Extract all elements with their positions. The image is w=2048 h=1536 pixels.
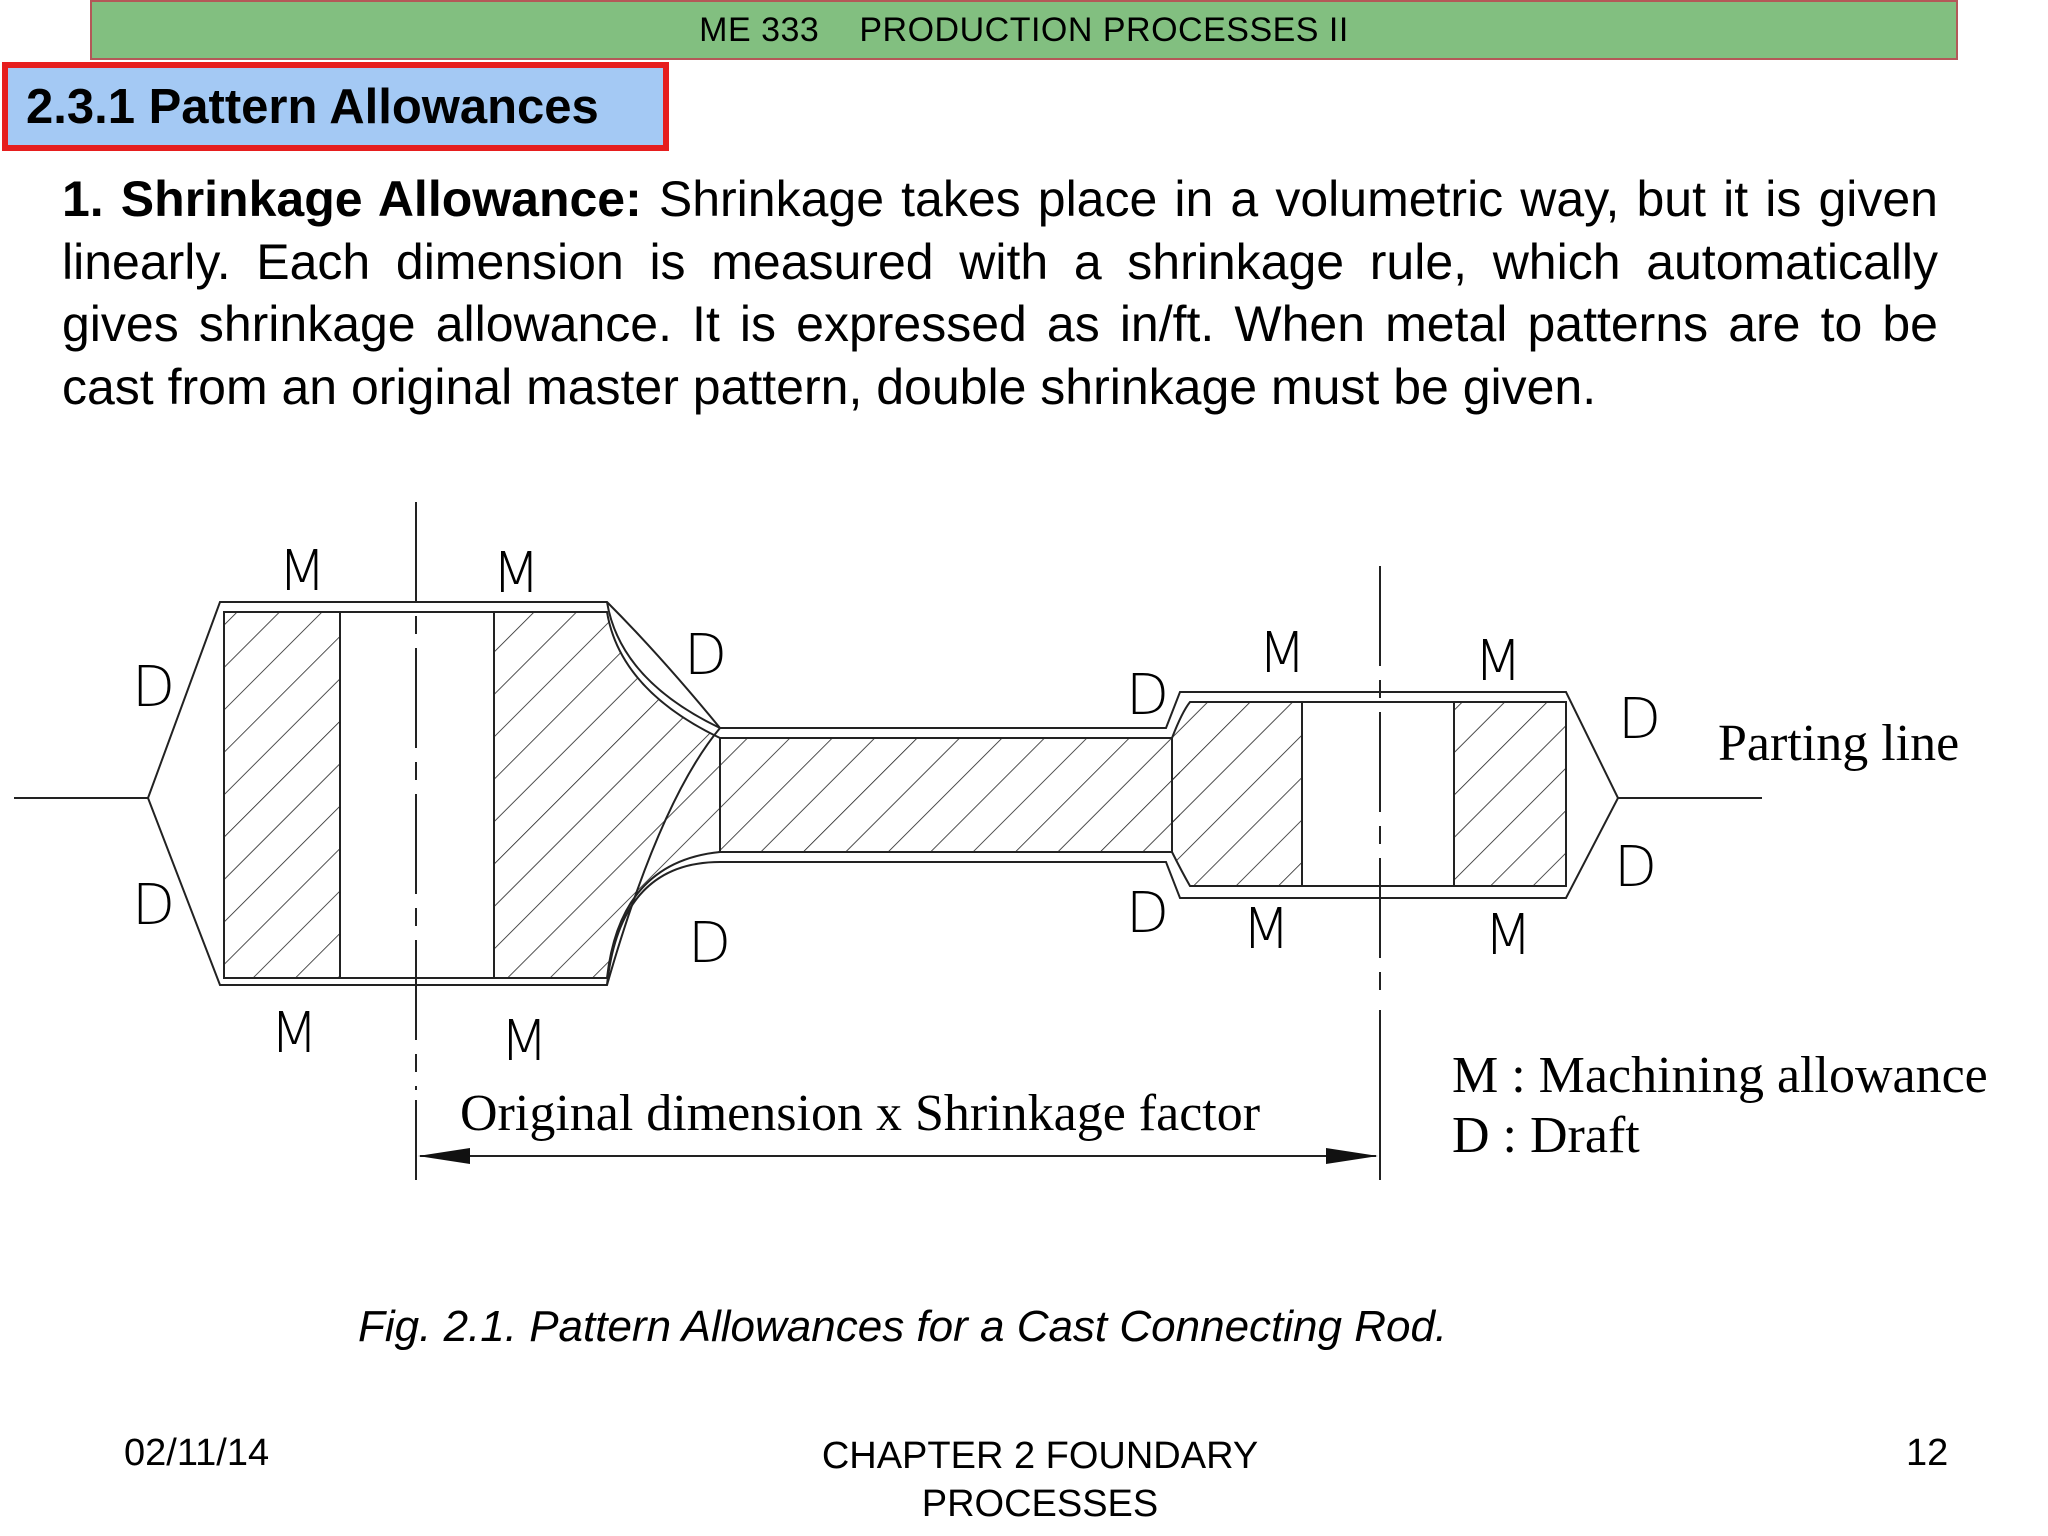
dimension-label: Original dimension x Shrinkage factor <box>460 1085 1261 1142</box>
label-m: M <box>278 539 327 604</box>
label-m: M <box>1474 629 1523 694</box>
label-m: M <box>1484 903 1533 968</box>
right-boss-section-b <box>1454 702 1566 886</box>
parting-line-label: Parting line <box>1718 715 1960 772</box>
label-d: D <box>132 655 176 720</box>
label-d: D <box>1126 881 1170 946</box>
label-d: D <box>688 911 732 976</box>
legend-d: D : Draft <box>1452 1107 1640 1164</box>
course-code: ME 333 <box>699 10 820 49</box>
label-m: M <box>270 1001 319 1066</box>
label-d: D <box>132 873 176 938</box>
course-title: PRODUCTION PROCESSES II <box>859 10 1349 49</box>
footer-date: 02/11/14 <box>124 1432 270 1474</box>
body-text: Shrinkage takes place in a volumetric way, but it is given linearly. Each dimension is measured with a shrinkage rule, which automatically gives shrinkage allowance. It is expressed as in/ft. When metal patterns are to be cast from an original master pattern, double shrinkage must be given. <box>62 171 1938 415</box>
footer-chapter: CHAPTER 2 FOUNDARY PROCESSES <box>821 1435 1259 1525</box>
footer-page-number: 12 <box>1906 1432 1949 1474</box>
right-boss-section-a <box>1172 702 1302 886</box>
label-d: D <box>1614 835 1658 900</box>
label-m: M <box>1242 897 1291 962</box>
body-lead: 1. Shrinkage Allowance: <box>62 171 642 227</box>
label-d: D <box>684 623 728 688</box>
rod-shank <box>720 738 1180 852</box>
label-m: M <box>1258 621 1307 686</box>
right-boss-bore <box>1302 702 1454 886</box>
label-m: M <box>500 1009 549 1074</box>
left-boss-section-a <box>224 612 340 978</box>
connecting-rod-figure <box>0 490 2048 1190</box>
label-d: D <box>1126 663 1170 728</box>
label-d: D <box>1618 687 1662 752</box>
dimension-arrow-left <box>418 1148 470 1164</box>
dimension-arrow-right <box>1326 1148 1378 1164</box>
section-title-text: 2.3.1 Pattern Allowances <box>26 79 599 134</box>
label-m: M <box>492 541 541 606</box>
figure-caption: Fig. 2.1. Pattern Allowances for a Cast Connecting Rod. <box>358 1302 1448 1351</box>
body-paragraph <box>62 168 1938 418</box>
header-bar <box>90 0 1958 60</box>
legend-m: M : Machining allowance <box>1452 1047 1988 1104</box>
section-title <box>2 62 669 151</box>
